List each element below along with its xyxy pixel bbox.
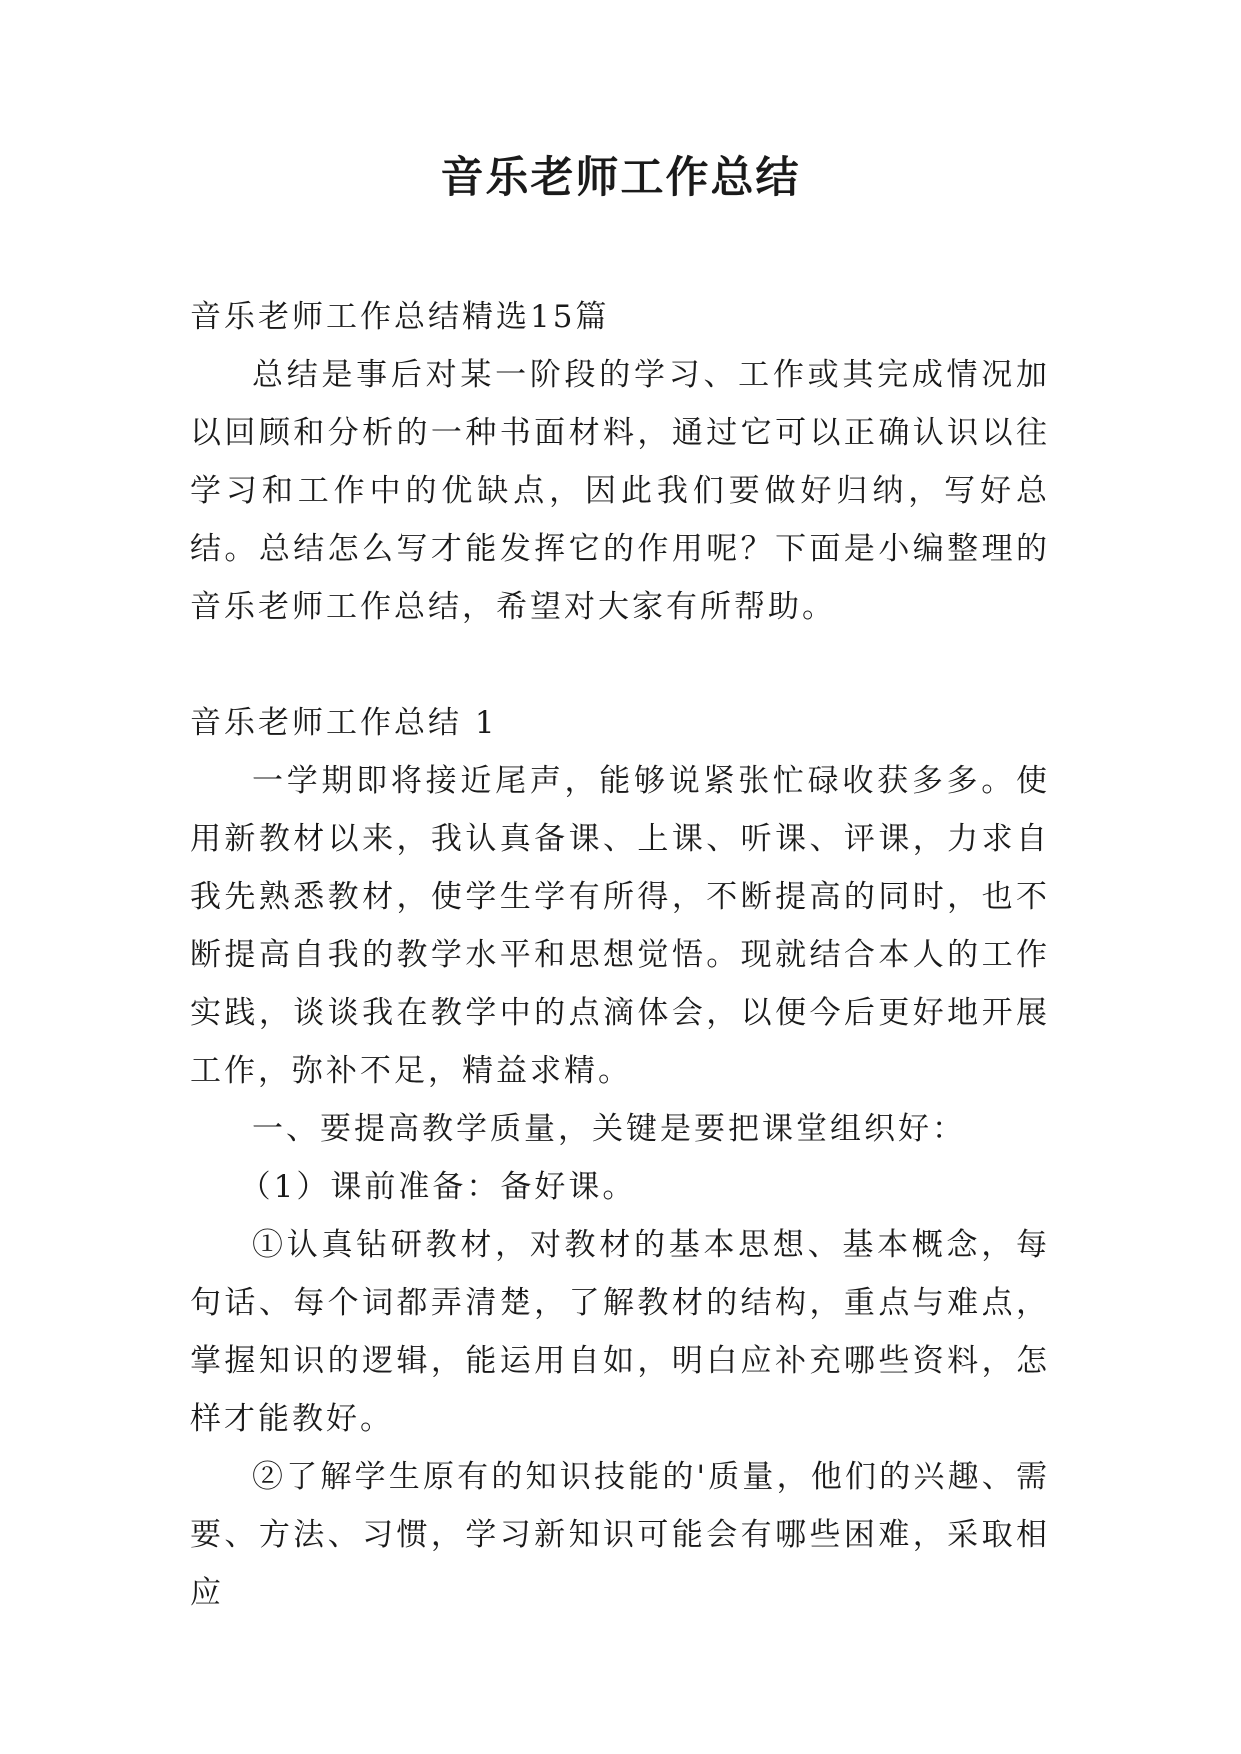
section-heading: 音乐老师工作总结 1: [190, 705, 498, 741]
list-item: ②了解学生原有的知识技能的'质量，他们的兴趣、需要、方法、习惯，学习新知识可能会有哪些困难，采取相应: [190, 1459, 1050, 1611]
document-body: [190, 288, 1050, 1622]
sub-point: （1）课前准备：备好课。: [239, 1169, 637, 1205]
document-subtitle: 音乐老师工作总结精选15篇: [190, 299, 610, 335]
point-heading: 一、要提高教学质量，关键是要把课堂组织好：: [252, 1111, 966, 1147]
section-paragraph: 一学期即将接近尾声，能够说紧张忙碌收获多多。使用新教材以来，我认真备课、上课、听课、评课，力求自我先熟悉教材，使学生学有所得，不断提高的同时，也不断提高自我的教学水平和思想觉悟。现就结合本人的工作实践，谈谈我在教学中的点滴体会，以便今后更好地开展工作，弥补不足，精益求精。: [190, 763, 1050, 1089]
intro-paragraph: 总结是事后对某一阶段的学习、工作或其完成情况加以回顾和分析的一种书面材料，通过它可以正确认识以往学习和工作中的优缺点，因此我们要做好归纳，写好总结。总结怎么写才能发挥它的作用呢？下面是小编整理的音乐老师工作总结，希望对大家有所帮助。: [190, 357, 1050, 625]
document-title: 音乐老师工作总结: [440, 153, 801, 203]
list-item: ①认真钻研教材，对教材的基本思想、基本概念，每句话、每个词都弄清楚，了解教材的结构，重点与难点，掌握知识的逻辑，能运用自如，明白应补充哪些资料，怎样才能教好。: [190, 1227, 1050, 1437]
section-spacer: [190, 636, 1050, 694]
